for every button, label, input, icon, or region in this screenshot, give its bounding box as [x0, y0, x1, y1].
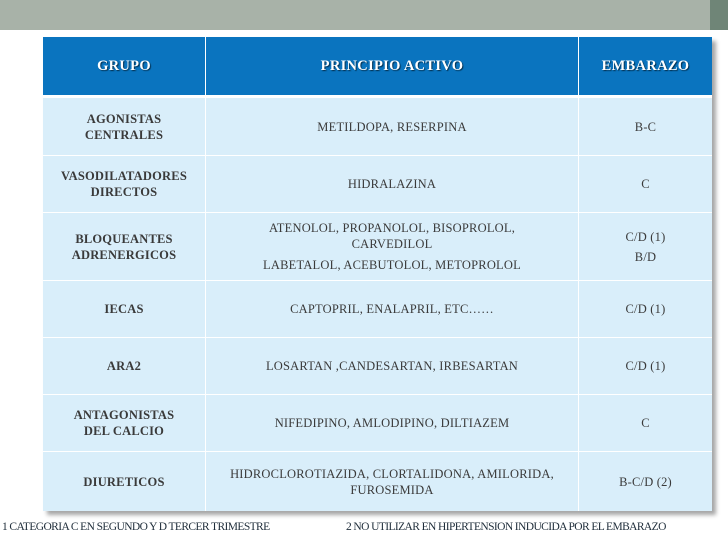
- top-decorative-bar: [0, 0, 728, 30]
- embarazo-cell: [579, 212, 712, 280]
- embarazo-line: B-C/D (2): [619, 474, 672, 489]
- grupo-line: DIRECTOS: [90, 185, 158, 199]
- principio-line: CAPTOPRIL, ENALAPRIL, ETC……: [290, 302, 494, 316]
- table-row: [43, 155, 712, 212]
- embarazo-cell: [579, 394, 712, 451]
- grupo-cell: [43, 394, 206, 451]
- principio-cell: [206, 155, 579, 212]
- grupo-line: ANTAGONISTAS: [73, 408, 175, 422]
- table-row: [43, 280, 712, 337]
- principio-line: LOSARTAN ,CANDESARTAN, IRBESARTAN: [265, 359, 519, 373]
- embarazo-cell: [579, 155, 712, 212]
- principio-line: LABETALOL, ACEBUTOLOL, METOPROLOL: [263, 258, 521, 272]
- drug-table: [43, 37, 712, 511]
- embarazo-line: C: [641, 177, 650, 191]
- embarazo-line: C/D (1): [625, 302, 666, 316]
- embarazo-line: C: [641, 416, 650, 430]
- principio-line: ATENOLOL, PROPANOLOL, BISOPROLOL,: [268, 221, 516, 235]
- grupo-line: CENTRALES: [84, 127, 164, 142]
- embarazo-cell: [579, 337, 712, 394]
- table-row: [43, 394, 712, 451]
- principio-cell: [206, 337, 579, 394]
- table-row: [43, 212, 712, 280]
- principio-cell: [206, 97, 579, 155]
- grupo-line: ADRENERGICOS: [71, 247, 177, 262]
- drug-table-container: [43, 37, 712, 511]
- principio-line: HIDRALAZINA: [347, 177, 437, 191]
- grupo-cell: [43, 97, 206, 155]
- embarazo-line: C/D (1): [625, 359, 666, 373]
- grupo-cell: [43, 337, 206, 394]
- footnote-2: 2 NO UTILIZAR EN HIPERTENSION INDUCIDA POR EL EMBARAZO: [346, 521, 666, 533]
- table-row: [43, 451, 712, 511]
- principio-line: METILDOPA, RESERPINA: [317, 119, 467, 134]
- embarazo-line: C/D (1): [625, 229, 666, 244]
- footnote-1: 1 CATEGORIA C EN SEGUNDO Y D TERCER TRIMESTRE: [2, 521, 270, 533]
- principio-line: HIDROCLOROTIAZIDA, CLORTALIDONA, AMILORIDA,: [230, 466, 554, 481]
- principio-line: NIFEDIPINO, AMLODIPINO, DILTIAZEM: [274, 416, 510, 430]
- principio-cell: [206, 451, 579, 511]
- grupo-line: DEL CALCIO: [83, 424, 165, 438]
- grupo-line: VASODILATADORES: [61, 169, 187, 183]
- top-bar-accent: [710, 0, 728, 30]
- grupo-line: DIURETICOS: [83, 474, 165, 489]
- header-principio-activo: PRINCIPIO ACTIVO: [206, 37, 579, 97]
- embarazo-cell: [579, 451, 712, 511]
- principio-cell: [206, 280, 579, 337]
- embarazo-line: B-C: [634, 119, 657, 134]
- header-grupo: GRUPO: [43, 37, 206, 97]
- grupo-cell: [43, 212, 206, 280]
- embarazo-cell: [579, 97, 712, 155]
- header-embarazo: EMBARAZO: [579, 37, 712, 97]
- grupo-cell: [43, 280, 206, 337]
- table-row: [43, 337, 712, 394]
- grupo-cell: [43, 155, 206, 212]
- embarazo-cell: [579, 280, 712, 337]
- principio-cell: [206, 212, 579, 280]
- grupo-line: BLOQUEANTES: [75, 231, 173, 246]
- table-header-row: [43, 37, 712, 97]
- grupo-line: ARA2: [106, 359, 142, 373]
- embarazo-line: B/D: [634, 249, 657, 264]
- principio-line: CARVEDILOL: [351, 237, 433, 251]
- principio-cell: [206, 394, 579, 451]
- grupo-line: IECAS: [104, 302, 144, 316]
- grupo-line: AGONISTAS: [86, 111, 162, 126]
- grupo-cell: [43, 451, 206, 511]
- principio-line: FUROSEMIDA: [350, 482, 434, 497]
- table-row: [43, 97, 712, 155]
